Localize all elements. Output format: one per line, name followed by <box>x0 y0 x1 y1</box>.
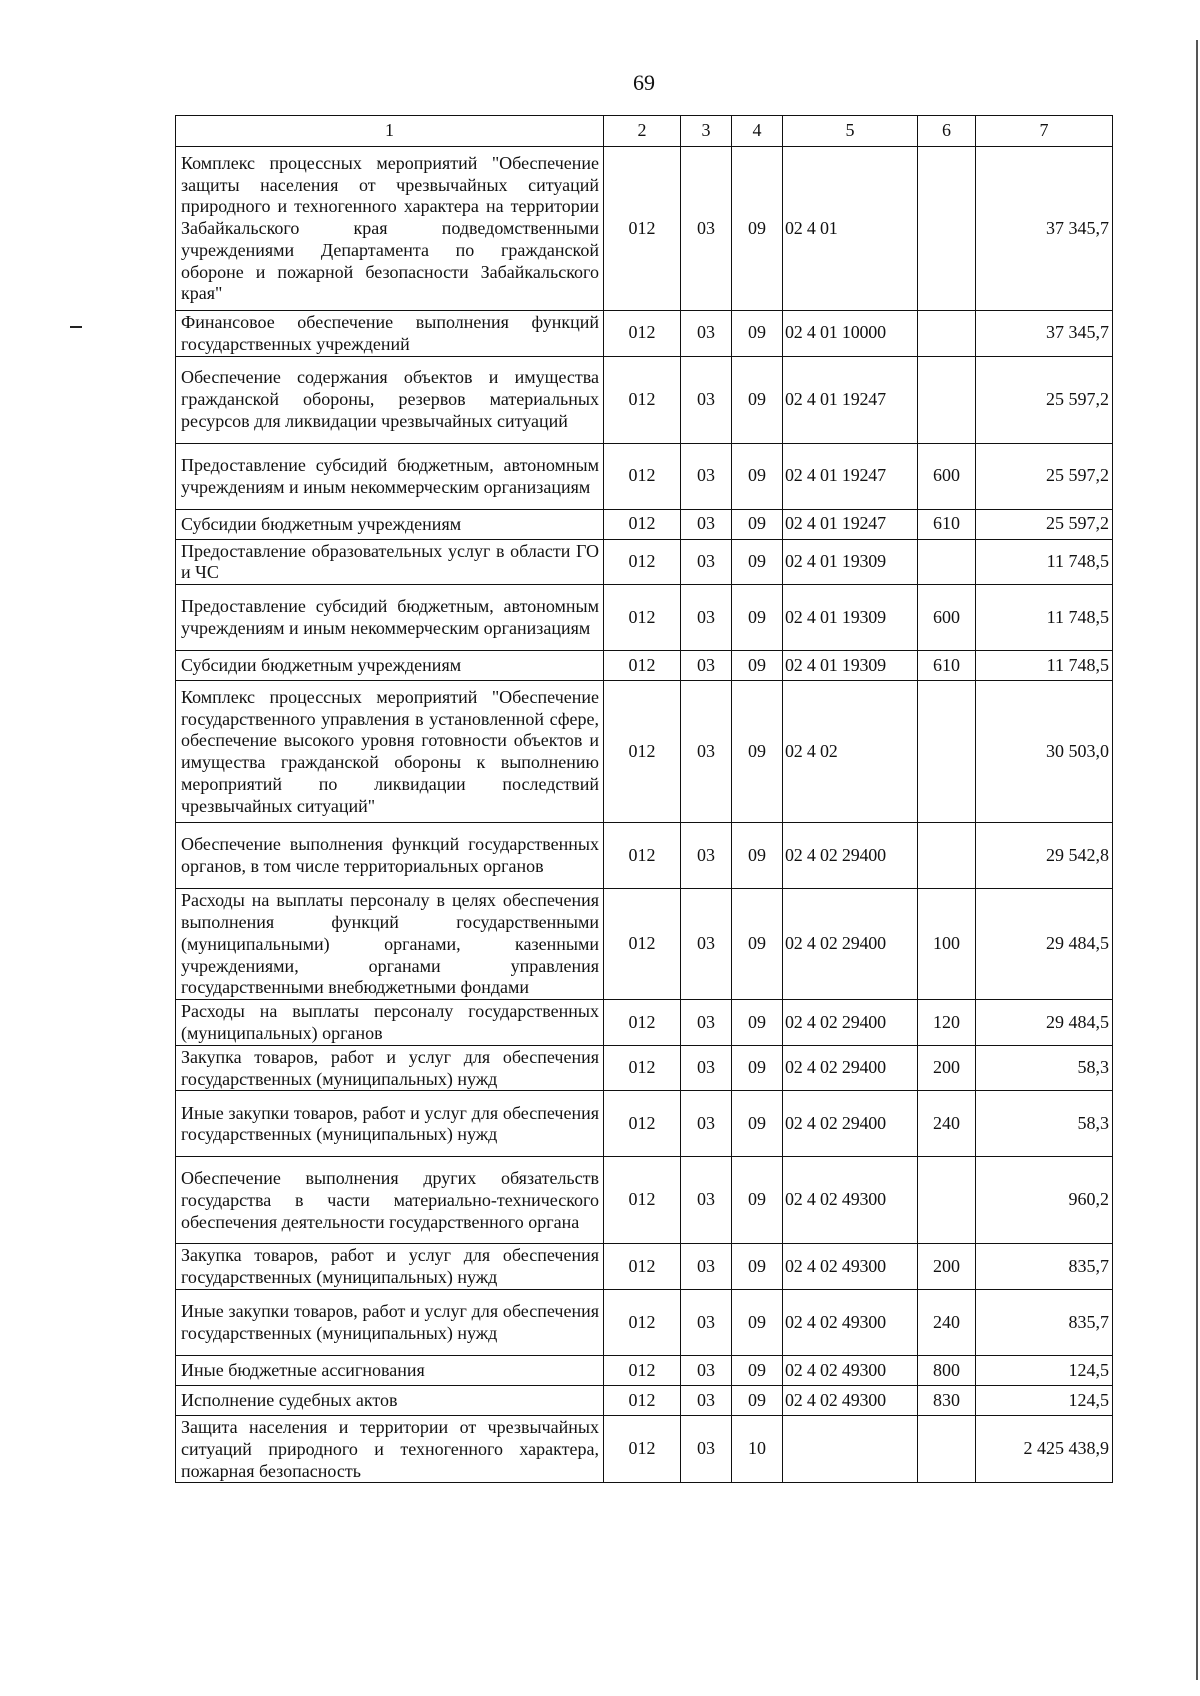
row-col-5: 02 4 01 <box>783 147 918 311</box>
row-col-4: 09 <box>732 1000 783 1046</box>
table-row <box>176 1000 1113 1046</box>
row-col-6: 610 <box>918 651 976 681</box>
header-col-5: 5 <box>783 116 918 147</box>
row-col-7: 835,7 <box>976 1289 1113 1355</box>
table-row <box>176 681 1113 823</box>
row-col-3: 03 <box>681 1355 732 1385</box>
row-col-4: 09 <box>732 1355 783 1385</box>
header-col-2: 2 <box>604 116 681 147</box>
row-col-6 <box>918 823 976 889</box>
row-col-5: 02 4 01 19309 <box>783 585 918 651</box>
table-row <box>176 443 1113 509</box>
table-row <box>176 1091 1113 1157</box>
header-row <box>176 116 1113 147</box>
row-col-5: 02 4 02 29400 <box>783 1091 918 1157</box>
row-col-6 <box>918 147 976 311</box>
table-row <box>176 585 1113 651</box>
row-col-6 <box>918 1415 976 1482</box>
table-row <box>176 311 1113 357</box>
table-row <box>176 889 1113 1000</box>
row-col-3: 03 <box>681 889 732 1000</box>
row-col-6: 240 <box>918 1091 976 1157</box>
row-col-4: 09 <box>732 539 783 585</box>
row-col-2: 012 <box>604 1289 681 1355</box>
row-col-2: 012 <box>604 1385 681 1415</box>
row-col-6 <box>918 311 976 357</box>
row-col-5: 02 4 02 49300 <box>783 1244 918 1290</box>
row-col-7: 58,3 <box>976 1091 1113 1157</box>
table-row <box>176 1045 1113 1091</box>
row-col-3: 03 <box>681 1000 732 1046</box>
row-col-5: 02 4 02 29400 <box>783 889 918 1000</box>
row-name: Расходы на выплаты персоналу государственных (муниципальных) органов <box>176 1000 604 1046</box>
row-col-4: 09 <box>732 889 783 1000</box>
header-col-6: 6 <box>918 116 976 147</box>
row-name: Исполнение судебных актов <box>176 1385 604 1415</box>
row-col-2: 012 <box>604 311 681 357</box>
row-col-6: 120 <box>918 1000 976 1046</box>
row-col-7: 960,2 <box>976 1157 1113 1244</box>
row-col-7: 124,5 <box>976 1385 1113 1415</box>
table-row <box>176 539 1113 585</box>
row-col-7: 11 748,5 <box>976 539 1113 585</box>
row-col-4: 09 <box>732 147 783 311</box>
row-col-5: 02 4 01 19247 <box>783 509 918 539</box>
row-col-7: 37 345,7 <box>976 311 1113 357</box>
row-col-4: 09 <box>732 651 783 681</box>
row-col-3: 03 <box>681 1289 732 1355</box>
table-row <box>176 1355 1113 1385</box>
row-col-4: 09 <box>732 585 783 651</box>
row-col-7: 25 597,2 <box>976 509 1113 539</box>
row-col-6 <box>918 539 976 585</box>
row-name: Предоставление субсидий бюджетным, автономным учреждениям и иным некоммерческим организациям <box>176 443 604 509</box>
row-col-2: 012 <box>604 889 681 1000</box>
row-col-2: 012 <box>604 1000 681 1046</box>
row-col-4: 09 <box>732 1385 783 1415</box>
header-col-4: 4 <box>732 116 783 147</box>
row-col-4: 09 <box>732 1244 783 1290</box>
row-col-5: 02 4 01 19247 <box>783 443 918 509</box>
row-col-2: 012 <box>604 1157 681 1244</box>
table-row <box>176 1157 1113 1244</box>
row-col-6: 610 <box>918 509 976 539</box>
row-col-3: 03 <box>681 356 732 443</box>
row-col-6: 600 <box>918 585 976 651</box>
row-col-7: 29 542,8 <box>976 823 1113 889</box>
row-name: Комплекс процессных мероприятий "Обеспечение защиты населения от чрезвычайных ситуаций природного и техногенного характера на территории Забайкальского края подведомственными учреждениями Департамента по гражданской обороне и пожарной безопасности Забайкальского края" <box>176 147 604 311</box>
row-col-3: 03 <box>681 1045 732 1091</box>
row-name: Обеспечение выполнения других обязательств государства в части материально-технического обеспечения деятельности государственного органа <box>176 1157 604 1244</box>
row-col-2: 012 <box>604 539 681 585</box>
row-col-6: 830 <box>918 1385 976 1415</box>
row-col-7: 25 597,2 <box>976 443 1113 509</box>
row-col-7: 29 484,5 <box>976 1000 1113 1046</box>
row-name: Комплекс процессных мероприятий "Обеспечение государственного управления в установленной сфере, обеспечение высокого уровня готовности объектов и имущества гражданской обороны к выполнению мероприятий по ликвидации последствий чрезвычайных ситуаций" <box>176 681 604 823</box>
row-col-3: 03 <box>681 1415 732 1482</box>
row-col-7: 2 425 438,9 <box>976 1415 1113 1482</box>
row-col-2: 012 <box>604 823 681 889</box>
table-row <box>176 1244 1113 1290</box>
row-name: Закупка товаров, работ и услуг для обеспечения государственных (муниципальных) нужд <box>176 1045 604 1091</box>
row-col-5: 02 4 02 29400 <box>783 1045 918 1091</box>
row-name: Обеспечение содержания объектов и имущества гражданской обороны, резервов материальных ресурсов для ликвидации чрезвычайных ситуаций <box>176 356 604 443</box>
row-col-2: 012 <box>604 1244 681 1290</box>
row-col-4: 09 <box>732 1289 783 1355</box>
row-col-4: 09 <box>732 356 783 443</box>
table-body <box>176 147 1113 1483</box>
row-name: Финансовое обеспечение выполнения функций государственных учреждений <box>176 311 604 357</box>
row-col-2: 012 <box>604 651 681 681</box>
row-col-5: 02 4 02 49300 <box>783 1355 918 1385</box>
row-col-3: 03 <box>681 585 732 651</box>
table-row <box>176 509 1113 539</box>
row-name: Предоставление субсидий бюджетным, автономным учреждениям и иным некоммерческим организациям <box>176 585 604 651</box>
row-name: Обеспечение выполнения функций государственных органов, в том числе территориальных органов <box>176 823 604 889</box>
table-header <box>176 116 1113 147</box>
row-col-3: 03 <box>681 311 732 357</box>
row-col-3: 03 <box>681 1157 732 1244</box>
table-row <box>176 147 1113 311</box>
row-col-7: 30 503,0 <box>976 681 1113 823</box>
row-col-6: 100 <box>918 889 976 1000</box>
row-col-7: 11 748,5 <box>976 585 1113 651</box>
row-name: Защита населения и территории от чрезвычайных ситуаций природного и техногенного характера, пожарная безопасность <box>176 1415 604 1482</box>
row-name: Иные закупки товаров, работ и услуг для обеспечения государственных (муниципальных) нужд <box>176 1289 604 1355</box>
row-col-4: 09 <box>732 1045 783 1091</box>
page-number: 69 <box>633 70 655 95</box>
row-col-3: 03 <box>681 1385 732 1415</box>
row-col-3: 03 <box>681 1244 732 1290</box>
row-col-2: 012 <box>604 1355 681 1385</box>
row-col-7: 11 748,5 <box>976 651 1113 681</box>
row-col-7: 835,7 <box>976 1244 1113 1290</box>
row-col-7: 25 597,2 <box>976 356 1113 443</box>
table-row <box>176 1415 1113 1482</box>
row-col-5: 02 4 02 49300 <box>783 1157 918 1244</box>
header-col-3: 3 <box>681 116 732 147</box>
row-col-5: 02 4 02 49300 <box>783 1289 918 1355</box>
table-row <box>176 823 1113 889</box>
scan-edge-line <box>1196 40 1198 1680</box>
row-col-3: 03 <box>681 681 732 823</box>
row-col-2: 012 <box>604 509 681 539</box>
table-row <box>176 651 1113 681</box>
row-col-2: 012 <box>604 443 681 509</box>
row-col-3: 03 <box>681 823 732 889</box>
row-name: Субсидии бюджетным учреждениям <box>176 509 604 539</box>
row-col-6 <box>918 356 976 443</box>
header-col-1: 1 <box>176 116 604 147</box>
row-col-5: 02 4 01 19309 <box>783 651 918 681</box>
row-col-5 <box>783 1415 918 1482</box>
row-name: Иные бюджетные ассигнования <box>176 1355 604 1385</box>
row-col-2: 012 <box>604 1091 681 1157</box>
table-row <box>176 1289 1113 1355</box>
row-col-6: 240 <box>918 1289 976 1355</box>
row-col-7: 29 484,5 <box>976 889 1113 1000</box>
row-col-4: 09 <box>732 1157 783 1244</box>
row-col-5: 02 4 01 19309 <box>783 539 918 585</box>
margin-dash <box>70 326 82 328</box>
row-col-5: 02 4 02 29400 <box>783 1000 918 1046</box>
row-col-3: 03 <box>681 509 732 539</box>
row-col-3: 03 <box>681 443 732 509</box>
row-col-6: 200 <box>918 1045 976 1091</box>
header-col-7: 7 <box>976 116 1113 147</box>
row-col-2: 012 <box>604 1045 681 1091</box>
row-col-4: 09 <box>732 1091 783 1157</box>
row-col-4: 09 <box>732 311 783 357</box>
row-col-2: 012 <box>604 1415 681 1482</box>
row-col-4: 09 <box>732 509 783 539</box>
row-col-6: 800 <box>918 1355 976 1385</box>
row-col-6: 600 <box>918 443 976 509</box>
row-col-3: 03 <box>681 539 732 585</box>
row-col-7: 37 345,7 <box>976 147 1113 311</box>
row-col-4: 09 <box>732 443 783 509</box>
budget-table <box>175 115 1113 1483</box>
row-col-5: 02 4 01 19247 <box>783 356 918 443</box>
row-col-7: 58,3 <box>976 1045 1113 1091</box>
row-col-2: 012 <box>604 147 681 311</box>
row-name: Субсидии бюджетным учреждениям <box>176 651 604 681</box>
row-col-4: 09 <box>732 823 783 889</box>
row-col-6 <box>918 681 976 823</box>
row-col-6: 200 <box>918 1244 976 1290</box>
row-col-5: 02 4 02 29400 <box>783 823 918 889</box>
row-col-4: 09 <box>732 681 783 823</box>
row-col-3: 03 <box>681 147 732 311</box>
row-name: Расходы на выплаты персоналу в целях обеспечения выполнения функций государственными (муниципальными) органами, казенными учреждениями, органами управления государственными внебюджетными фондами <box>176 889 604 1000</box>
row-col-3: 03 <box>681 1091 732 1157</box>
row-col-4: 10 <box>732 1415 783 1482</box>
row-col-5: 02 4 01 10000 <box>783 311 918 357</box>
row-name: Закупка товаров, работ и услуг для обеспечения государственных (муниципальных) нужд <box>176 1244 604 1290</box>
row-col-7: 124,5 <box>976 1355 1113 1385</box>
row-col-5: 02 4 02 49300 <box>783 1385 918 1415</box>
table-row <box>176 356 1113 443</box>
row-col-2: 012 <box>604 356 681 443</box>
row-col-6 <box>918 1157 976 1244</box>
row-col-3: 03 <box>681 651 732 681</box>
row-col-2: 012 <box>604 585 681 651</box>
row-name: Предоставление образовательных услуг в области ГО и ЧС <box>176 539 604 585</box>
row-col-5: 02 4 02 <box>783 681 918 823</box>
row-col-2: 012 <box>604 681 681 823</box>
table-row <box>176 1385 1113 1415</box>
row-name: Иные закупки товаров, работ и услуг для обеспечения государственных (муниципальных) нужд <box>176 1091 604 1157</box>
